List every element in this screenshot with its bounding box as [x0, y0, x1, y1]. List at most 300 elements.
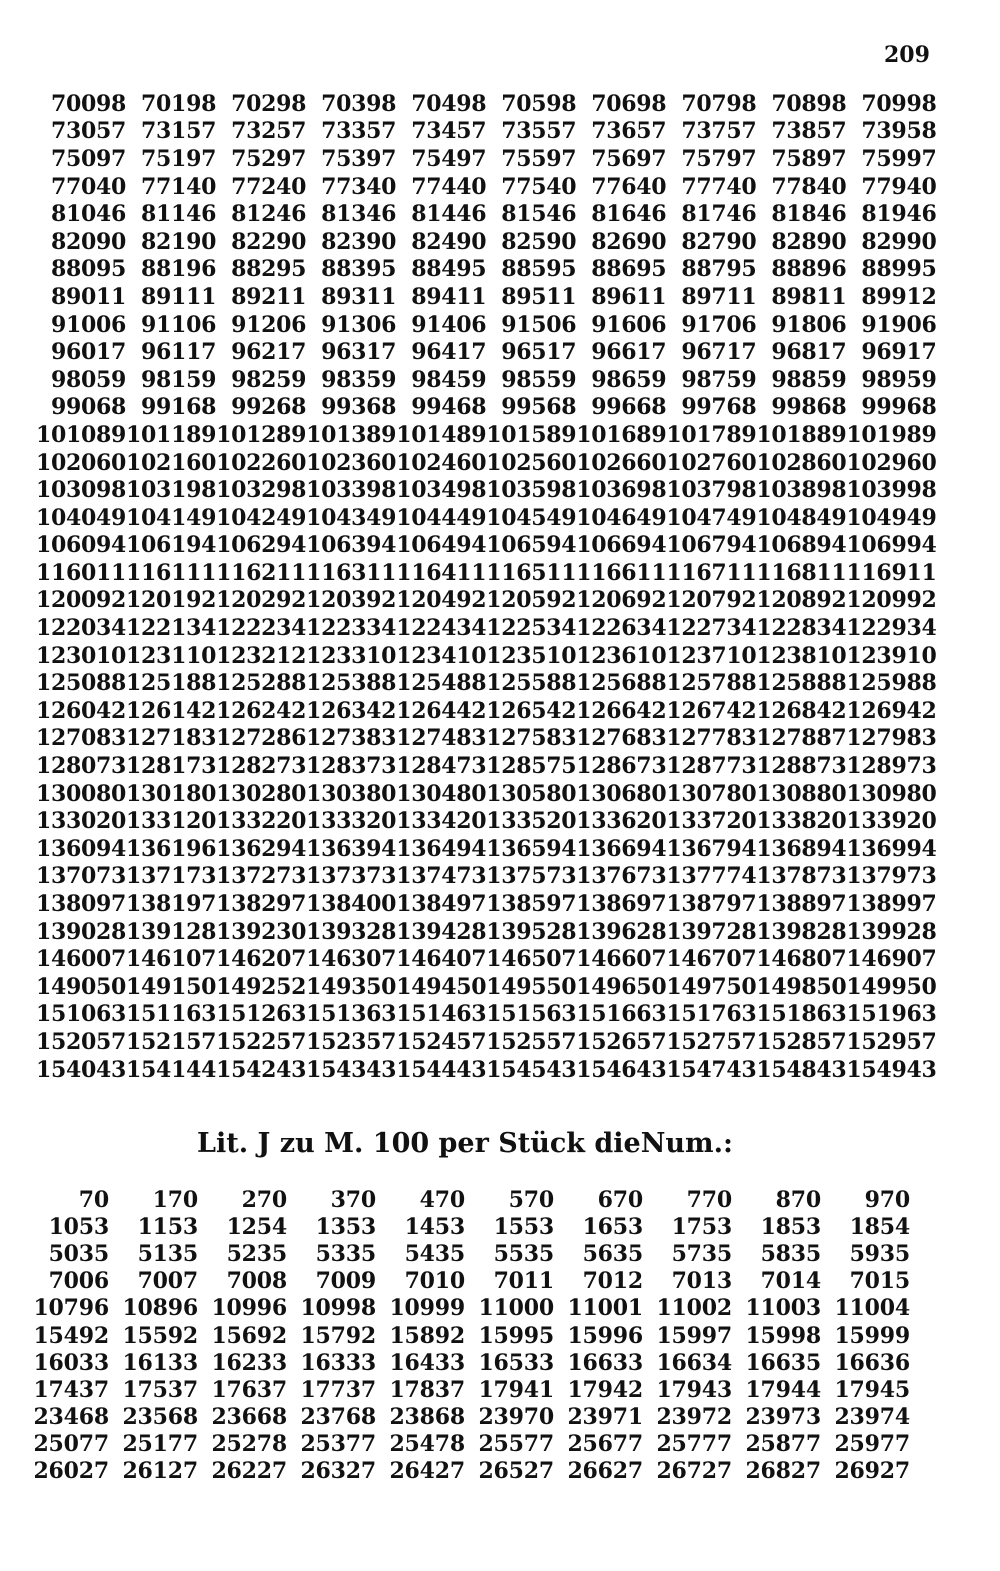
table-cell: 102960 [846, 449, 937, 476]
table-cell: 16533 [478, 1349, 554, 1376]
table-cell: 96417 [411, 339, 487, 366]
table-cell: 5135 [137, 1240, 198, 1267]
table-cell: 26027 [33, 1458, 109, 1485]
table-row [36, 1056, 936, 1084]
table-row [20, 1240, 910, 1267]
table-cell: 139128 [126, 918, 217, 945]
table-cell: 136294 [216, 835, 307, 862]
table-cell: 139628 [576, 918, 667, 945]
table-cell: 127983 [846, 725, 937, 752]
table-cell: 104549 [486, 504, 577, 531]
table-cell: 88495 [411, 256, 487, 283]
table-row [36, 752, 936, 780]
table-cell: 127683 [576, 725, 667, 752]
table-cell: 570 [508, 1186, 554, 1213]
table-cell: 98459 [411, 366, 487, 393]
table-cell: 26627 [567, 1458, 643, 1485]
table-cell: 82190 [141, 228, 217, 255]
table-cell: 137373 [306, 863, 397, 890]
table-cell: 128373 [306, 753, 397, 780]
table-cell: 88995 [861, 256, 937, 283]
table-cell: 154543 [486, 1056, 577, 1083]
table-row [36, 918, 936, 946]
table-cell: 89811 [771, 283, 847, 310]
table-cell: 81646 [591, 201, 667, 228]
table-cell: 98859 [771, 366, 847, 393]
table-cell: 11001 [567, 1295, 643, 1322]
table-cell: 101989 [846, 421, 937, 448]
table-cell: 17941 [478, 1376, 554, 1403]
table-cell: 11004 [834, 1295, 910, 1322]
table-cell: 104449 [396, 504, 487, 531]
table-cell: 139728 [666, 918, 757, 945]
table-cell: 75897 [771, 145, 847, 172]
table-cell: 75697 [591, 145, 667, 172]
table-row [36, 697, 936, 725]
table-row [36, 504, 936, 532]
table-cell: 152257 [216, 1028, 307, 1055]
table-cell: 122234 [216, 615, 307, 642]
table-row [36, 642, 936, 670]
table-cell: 127483 [396, 725, 487, 752]
table-cell: 122734 [666, 615, 757, 642]
table-row [36, 145, 936, 173]
table-cell: 146807 [756, 946, 847, 973]
table-cell: 138797 [666, 891, 757, 918]
table-cell: 102360 [306, 449, 397, 476]
table-cell: 152157 [126, 1028, 217, 1055]
table-cell: 133720 [666, 808, 757, 835]
table-row [36, 394, 936, 422]
table-cell: 128773 [666, 753, 757, 780]
table-cell: 26727 [656, 1458, 732, 1485]
table-cell: 98659 [591, 366, 667, 393]
table-row [36, 863, 936, 891]
table-cell: 89611 [591, 283, 667, 310]
table-cell: 101789 [666, 421, 757, 448]
table-cell: 104049 [36, 504, 127, 531]
table-cell: 26127 [122, 1458, 198, 1485]
table-cell: 25278 [211, 1431, 287, 1458]
table-cell: 139428 [396, 918, 487, 945]
table-cell: 152757 [666, 1028, 757, 1055]
table-cell: 126342 [306, 697, 397, 724]
table-cell: 73057 [51, 118, 127, 145]
table-cell: 101289 [216, 421, 307, 448]
table-cell: 123810 [756, 642, 847, 669]
table-cell: 120392 [306, 587, 397, 614]
table-cell: 88795 [681, 256, 757, 283]
table-cell: 91306 [321, 311, 397, 338]
table-cell: 1753 [671, 1213, 732, 1240]
table-cell: 133620 [576, 808, 667, 835]
table-cell: 82990 [861, 228, 937, 255]
table-cell: 133520 [486, 808, 577, 835]
table-cell: 139028 [36, 918, 127, 945]
table-cell: 91606 [591, 311, 667, 338]
table-cell: 70298 [231, 90, 307, 117]
table-cell: 81446 [411, 201, 487, 228]
table-cell: 15996 [567, 1322, 643, 1349]
table-cell: 99668 [591, 394, 667, 421]
table-row [36, 587, 936, 615]
table-cell: 970 [864, 1186, 910, 1213]
table-row [20, 1322, 910, 1349]
table-cell: 136694 [576, 835, 667, 862]
table-cell: 154843 [756, 1056, 847, 1083]
table-cell: 16133 [122, 1349, 198, 1376]
table-cell: 5435 [404, 1240, 465, 1267]
table-cell: 101489 [396, 421, 487, 448]
table-cell: 128273 [216, 753, 307, 780]
table-cell: 116611 [576, 559, 667, 586]
table-cell: 96517 [501, 339, 577, 366]
table-cell: 7014 [760, 1268, 821, 1295]
table-cell: 146307 [306, 946, 397, 973]
table-cell: 70598 [501, 90, 577, 117]
table-cell: 126542 [486, 697, 577, 724]
table-cell: 370 [330, 1186, 376, 1213]
table-cell: 154144 [126, 1056, 217, 1083]
table-cell: 25777 [656, 1431, 732, 1458]
table-cell: 120092 [36, 587, 127, 614]
table-cell: 103998 [846, 477, 937, 504]
table-cell: 149650 [576, 973, 667, 1000]
table-cell: 82490 [411, 228, 487, 255]
table-cell: 17943 [656, 1376, 732, 1403]
table-cell: 5635 [582, 1240, 643, 1267]
table-cell: 101889 [756, 421, 847, 448]
table-cell: 101189 [126, 421, 217, 448]
table-cell: 116911 [846, 559, 937, 586]
section-heading: Lit. J zu M. 100 per Stück dieNum.: [197, 1128, 733, 1159]
table-cell: 151363 [306, 1001, 397, 1028]
table-cell: 133920 [846, 808, 937, 835]
table-cell: 104849 [756, 504, 847, 531]
table-cell: 10896 [122, 1295, 198, 1322]
table-cell: 91506 [501, 311, 577, 338]
table-cell: 17437 [33, 1376, 109, 1403]
table-cell: 152957 [846, 1028, 937, 1055]
table-cell: 130480 [396, 780, 487, 807]
table-cell: 91806 [771, 311, 847, 338]
table-cell: 10996 [211, 1295, 287, 1322]
table-cell: 123710 [666, 642, 757, 669]
table-cell: 126742 [666, 697, 757, 724]
table-cell: 137473 [396, 863, 487, 890]
table-cell: 1254 [226, 1213, 287, 1240]
table-cell: 116011 [36, 559, 127, 586]
table-cell: 137973 [846, 863, 937, 890]
table-cell: 5035 [48, 1240, 109, 1267]
table-cell: 88395 [321, 256, 397, 283]
table-cell: 106894 [756, 532, 847, 559]
table-cell: 7012 [582, 1268, 643, 1295]
table-cell: 128575 [486, 753, 577, 780]
table-cell: 99268 [231, 394, 307, 421]
table-cell: 16634 [656, 1349, 732, 1376]
table-cell: 146107 [126, 946, 217, 973]
table-cell: 120792 [666, 587, 757, 614]
table-cell: 137873 [756, 863, 847, 890]
table-cell: 96117 [141, 339, 217, 366]
table-cell: 106394 [306, 532, 397, 559]
table-row [20, 1376, 910, 1403]
table-cell: 89311 [321, 283, 397, 310]
table-row [36, 256, 936, 284]
table-cell: 106094 [36, 532, 127, 559]
table-cell: 101589 [486, 421, 577, 448]
table-cell: 23868 [389, 1404, 465, 1431]
table-row [36, 835, 936, 863]
table-cell: 106194 [126, 532, 217, 559]
table-cell: 125788 [666, 670, 757, 697]
table-cell: 149550 [486, 973, 577, 1000]
table-cell: 75297 [231, 145, 307, 172]
table-cell: 99568 [501, 394, 577, 421]
table-cell: 149050 [36, 973, 127, 1000]
table-cell: 26827 [745, 1458, 821, 1485]
table-cell: 137774 [666, 863, 757, 890]
table-cell: 120292 [216, 587, 307, 614]
table-row [36, 449, 936, 477]
table-cell: 103898 [756, 477, 847, 504]
table-cell: 137573 [486, 863, 577, 890]
table-cell: 10999 [389, 1295, 465, 1322]
table-cell: 103698 [576, 477, 667, 504]
table-cell: 17942 [567, 1376, 643, 1403]
table-cell: 25377 [300, 1431, 376, 1458]
table-cell: 116511 [486, 559, 577, 586]
table-cell: 136794 [666, 835, 757, 862]
table-cell: 151063 [36, 1001, 127, 1028]
table-cell: 96817 [771, 339, 847, 366]
table-cell: 70698 [591, 90, 667, 117]
table-cell: 11000 [478, 1295, 554, 1322]
table-cell: 7007 [137, 1268, 198, 1295]
table-cell: 122634 [576, 615, 667, 642]
table-cell: 7011 [493, 1268, 554, 1295]
table-cell: 16636 [834, 1349, 910, 1376]
table-cell: 123410 [396, 642, 487, 669]
table-row [36, 90, 936, 118]
table-cell: 88695 [591, 256, 667, 283]
table-cell: 82690 [591, 228, 667, 255]
table-cell: 102160 [126, 449, 217, 476]
table-cell: 7009 [315, 1268, 376, 1295]
table-row [20, 1213, 910, 1240]
table-cell: 7006 [48, 1268, 109, 1295]
table-cell: 104749 [666, 504, 757, 531]
table-cell: 25877 [745, 1431, 821, 1458]
table-row [20, 1431, 910, 1458]
table-cell: 106794 [666, 532, 757, 559]
table-cell: 1553 [493, 1213, 554, 1240]
table-cell: 125888 [756, 670, 847, 697]
table-cell: 127083 [36, 725, 127, 752]
table-cell: 88196 [141, 256, 217, 283]
table-cell: 88095 [51, 256, 127, 283]
table-cell: 149950 [846, 973, 937, 1000]
table-cell: 104349 [306, 504, 397, 531]
table-cell: 89111 [141, 283, 217, 310]
table-cell: 122834 [756, 615, 847, 642]
table-cell: 102660 [576, 449, 667, 476]
table-cell: 25977 [834, 1431, 910, 1458]
table-cell: 152657 [576, 1028, 667, 1055]
table-cell: 77840 [771, 173, 847, 200]
table-cell: 23468 [33, 1404, 109, 1431]
table-cell: 5735 [671, 1240, 732, 1267]
table-cell: 137073 [36, 863, 127, 890]
table-cell: 91206 [231, 311, 307, 338]
table-cell: 5935 [849, 1240, 910, 1267]
table-cell: 26427 [389, 1458, 465, 1485]
table-cell: 17945 [834, 1376, 910, 1403]
table-cell: 25478 [389, 1431, 465, 1458]
table-cell: 128973 [846, 753, 937, 780]
table-cell: 138197 [126, 891, 217, 918]
table-cell: 96717 [681, 339, 757, 366]
table-cell: 125288 [216, 670, 307, 697]
table-row [20, 1268, 910, 1295]
table-cell: 137273 [216, 863, 307, 890]
table-cell: 1453 [404, 1213, 465, 1240]
table-cell: 154643 [576, 1056, 667, 1083]
table-row [36, 532, 936, 560]
table-cell: 103798 [666, 477, 757, 504]
table-row [36, 890, 936, 918]
table-cell: 104649 [576, 504, 667, 531]
table-row [36, 200, 936, 228]
table-cell: 123510 [486, 642, 577, 669]
table-cell: 91706 [681, 311, 757, 338]
table-cell: 75197 [141, 145, 217, 172]
table-cell: 125488 [396, 670, 487, 697]
table-cell: 98159 [141, 366, 217, 393]
table-cell: 146907 [846, 946, 937, 973]
table-cell: 128673 [576, 753, 667, 780]
table-cell: 128873 [756, 753, 847, 780]
table-cell: 106494 [396, 532, 487, 559]
table-cell: 11002 [656, 1295, 732, 1322]
number-table-lit-j [20, 1186, 910, 1485]
table-cell: 149850 [756, 973, 847, 1000]
table-cell: 73657 [591, 118, 667, 145]
table-cell: 17737 [300, 1376, 376, 1403]
table-cell: 15492 [33, 1322, 109, 1349]
table-cell: 82790 [681, 228, 757, 255]
table-cell: 149450 [396, 973, 487, 1000]
table-cell: 123110 [126, 642, 217, 669]
table-cell: 75397 [321, 145, 397, 172]
table-cell: 5835 [760, 1240, 821, 1267]
table-cell: 133820 [756, 808, 847, 835]
table-cell: 128073 [36, 753, 127, 780]
table-cell: 151663 [576, 1001, 667, 1028]
table-cell: 26327 [300, 1458, 376, 1485]
table-cell: 16635 [745, 1349, 821, 1376]
table-cell: 16033 [33, 1349, 109, 1376]
table-cell: 25677 [567, 1431, 643, 1458]
table-cell: 149750 [666, 973, 757, 1000]
table-cell: 133420 [396, 808, 487, 835]
table-cell: 91106 [141, 311, 217, 338]
table-cell: 770 [686, 1186, 732, 1213]
table-cell: 73157 [141, 118, 217, 145]
table-cell: 10998 [300, 1295, 376, 1322]
table-cell: 88295 [231, 256, 307, 283]
table-cell: 120692 [576, 587, 667, 614]
table-cell: 73457 [411, 118, 487, 145]
table-cell: 130680 [576, 780, 667, 807]
table-cell: 99968 [861, 394, 937, 421]
table-cell: 125388 [306, 670, 397, 697]
table-cell: 146507 [486, 946, 577, 973]
table-cell: 23973 [745, 1404, 821, 1431]
table-row [36, 973, 936, 1001]
table-cell: 102760 [666, 449, 757, 476]
table-cell: 122934 [846, 615, 937, 642]
table-cell: 123610 [576, 642, 667, 669]
table-cell: 96217 [231, 339, 307, 366]
table-cell: 154443 [396, 1056, 487, 1083]
table-row [20, 1404, 910, 1431]
table-cell: 106694 [576, 532, 667, 559]
table-cell: 125188 [126, 670, 217, 697]
table-cell: 89711 [681, 283, 757, 310]
table-cell: 139328 [306, 918, 397, 945]
table-cell: 123212 [216, 642, 307, 669]
table-cell: 81846 [771, 201, 847, 228]
table-cell: 126942 [846, 697, 937, 724]
table-cell: 73357 [321, 118, 397, 145]
table-cell: 138400 [306, 891, 397, 918]
table-cell: 137173 [126, 863, 217, 890]
table-cell: 70998 [861, 90, 937, 117]
table-cell: 7008 [226, 1268, 287, 1295]
table-row [36, 476, 936, 504]
table-cell: 127783 [666, 725, 757, 752]
table-cell: 126442 [396, 697, 487, 724]
table-cell: 15997 [656, 1322, 732, 1349]
table-cell: 99368 [321, 394, 397, 421]
table-row [36, 807, 936, 835]
table-cell: 98959 [861, 366, 937, 393]
table-cell: 102060 [36, 449, 127, 476]
table-cell: 1053 [48, 1213, 109, 1240]
table-cell: 127583 [486, 725, 577, 752]
table-cell: 130380 [306, 780, 397, 807]
table-cell: 151463 [396, 1001, 487, 1028]
table-cell: 101089 [36, 421, 127, 448]
table-cell: 15592 [122, 1322, 198, 1349]
table-cell: 154343 [306, 1056, 397, 1083]
table-cell: 151263 [216, 1001, 307, 1028]
table-cell: 154243 [216, 1056, 307, 1083]
table-cell: 151963 [846, 1001, 937, 1028]
table-cell: 96617 [591, 339, 667, 366]
table-cell: 101389 [306, 421, 397, 448]
table-cell: 152357 [306, 1028, 397, 1055]
table-cell: 127887 [756, 725, 847, 752]
table-cell: 75797 [681, 145, 757, 172]
table-row [36, 421, 936, 449]
table-cell: 99768 [681, 394, 757, 421]
table-cell: 120492 [396, 587, 487, 614]
table-cell: 103298 [216, 477, 307, 504]
table-cell: 77140 [141, 173, 217, 200]
